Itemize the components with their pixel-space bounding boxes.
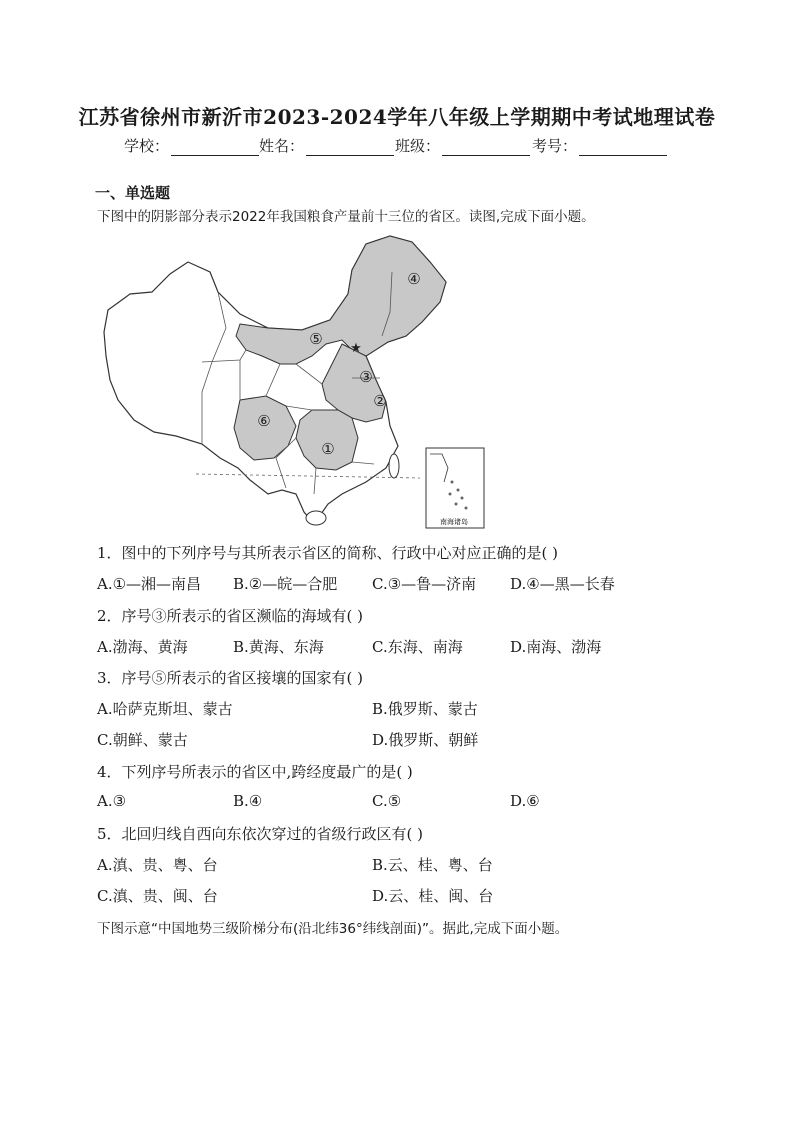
q5-option-c: C.滇、贵、闽、台 (97, 887, 218, 905)
marker-6: ⑥ (257, 412, 271, 430)
question-1-stem: 1．图中的下列序号与其所表示省区的简称、行政中心对应正确的是( ) (97, 544, 559, 562)
class-blank (442, 139, 530, 156)
marker-1: ① (321, 440, 335, 458)
q2-option-a: A.渤海、黄海 (97, 638, 188, 656)
school-label: 学校： (124, 137, 170, 155)
q3-option-c: C.朝鲜、蒙古 (97, 731, 188, 749)
exam-number-label: 考号： (532, 137, 578, 155)
marker-4: ④ (407, 270, 421, 288)
name-field (259, 135, 394, 156)
terrain-intro-text: 下图示意“中国地势三级阶梯分布(沿北纬36°纬线剖面)”。据此,完成下面小题。 (97, 921, 569, 937)
inset-label: 南海诸岛 (440, 518, 468, 526)
q5-option-a: A.滇、贵、粤、台 (97, 856, 218, 874)
hainan-island (306, 511, 326, 525)
capital-star-marker: ★ (350, 341, 362, 356)
q3-option-b: B.俄罗斯、蒙古 (372, 700, 478, 718)
q3-option-d: D.俄罗斯、朝鲜 (372, 731, 479, 749)
q4-option-a: A.③ (97, 792, 127, 810)
q1-option-d: D.④—黑—长春 (510, 575, 615, 593)
q1-option-a: A.①—湘—南昌 (97, 575, 202, 593)
china-grain-provinces-map (90, 232, 490, 532)
q5-option-d: D.云、桂、闽、台 (372, 887, 494, 905)
school-blank (171, 139, 259, 156)
q1-option-b: B.②—皖—合肥 (233, 575, 338, 593)
page-title: 江苏省徐州市新沂市2023-2024学年八年级上学期期中考试地理试卷 (78, 105, 716, 129)
q3-option-a: A.哈萨克斯坦、蒙古 (97, 700, 233, 718)
marker-3: ③ (359, 368, 373, 386)
exam-number-blank (579, 139, 667, 156)
class-label: 班级： (395, 137, 441, 155)
marker-5: ⑤ (309, 330, 323, 348)
class-field (395, 135, 530, 156)
q2-option-b: B.黄海、东海 (233, 638, 324, 656)
q4-option-b: B.④ (233, 792, 263, 810)
q5-option-b: B.云、桂、粤、台 (372, 856, 493, 874)
south-sea-inset (426, 448, 484, 528)
name-blank (306, 139, 394, 156)
exam-number-field (532, 135, 667, 156)
question-3-stem: 3．序号⑤所表示的省区接壤的国家有( ) (97, 669, 364, 687)
question-5-stem: 5．北回归线自西向东依次穿过的省级行政区有( ) (97, 825, 424, 843)
question-4-stem: 4．下列序号所表示的省区中,跨经度最广的是( ) (97, 763, 413, 781)
q2-option-d: D.南海、渤海 (510, 638, 602, 656)
map-intro-text: 下图中的阴影部分表示2022年我国粮食产量前十三位的省区。读图,完成下面小题。 (97, 209, 595, 225)
q1-option-c: C.③—鲁—济南 (372, 575, 477, 593)
name-label: 姓名： (259, 137, 305, 155)
q2-option-c: C.东海、南海 (372, 638, 463, 656)
q4-option-c: C.⑤ (372, 792, 402, 810)
marker-2: ② (373, 392, 387, 410)
school-field (124, 135, 259, 156)
section-heading: 一、单选题 (95, 184, 171, 202)
taiwan-island (389, 454, 399, 478)
question-2-stem: 2．序号③所表示的省区濒临的海域有( ) (97, 607, 364, 625)
q4-option-d: D.⑥ (510, 792, 540, 810)
